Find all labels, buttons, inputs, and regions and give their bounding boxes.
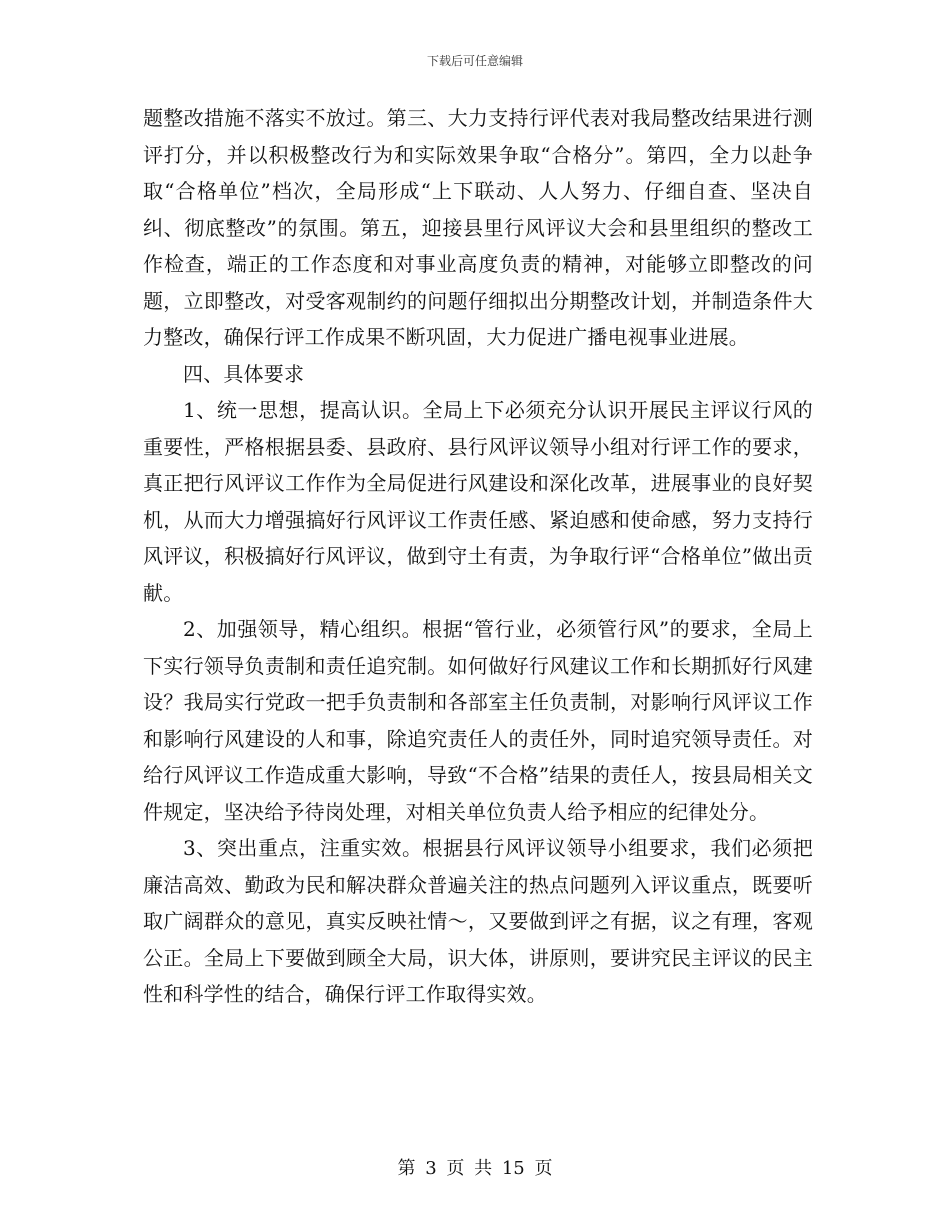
paragraph-requirement-1: 1、统一思想，提高认识。全局上下必须充分认识开展民主评议行风的重要性，严格根据县委、县政府、县行风评议领导小组对行评工作的要求，真正把行风评议工作作为全局促进行风建设和深化改革，进展事业的良好契机，从而大力增强搞好行风评议工作责任感、紧迫感和使命感，努力支持行风评议，积极搞好行风评议，做到守土有责，为争取行评“合格单位”做出贡献。 — [143, 398, 813, 605]
document-body — [143, 100, 813, 1013]
section-heading-requirements: 四、具体要求 — [183, 361, 305, 386]
page-number-footer: 第 3 页 共 15 页 — [397, 1158, 553, 1179]
paragraph-continuation: 题整改措施不落实不放过。第三、大力支持行评代表对我局整改结果进行测评打分，并以积极整改行为和实际效果争取“合格分”。第四，全力以赴争取“合格单位”档次，全局形成“上下联动、人人努力、仔细自查、坚决自纠、彻底整改”的氛围。第五，迎接县里行风评议大会和县里组织的整改工作检查，端正的工作态度和对事业高度负责的精神，对能够立即整改的问题，立即整改，对受客观制约的问题仔细拟出分期整改计划，并制造条件大力整改，确保行评工作成果不断巩固，大力促进广播电视事业进展。 — [143, 106, 813, 349]
paragraph-requirement-2: 2、加强领导，精心组织。根据“管行业，必须管行风”的要求，全局上下实行领导负责制和责任追究制。如何做好行风建议工作和长期抓好行风建设？我局实行党政一把手负责制和各部室主任负责制，对影响行风评议工作和影响行风建设的人和事，除追究责任人的责任外，同时追究领导责任。对给行风评议工作造成重大影响，导致“不合格”结果的责任人，按县局相关文件规定，坚决给予待岗处理，对相关单位负责人给予相应的纪律处分。 — [143, 617, 813, 824]
paragraph-requirement-3: 3、突出重点，注重实效。根据县行风评议领导小组要求，我们必须把廉洁高效、勤政为民和解决群众普遍关注的热点问题列入评议重点，既要听取广阔群众的意见，真实反映社情～，又要做到评之有据，议之有理，客观公正。全局上下要做到顾全大局，识大体，讲原则，要讲究民主评议的民主性和科学性的结合，确保行评工作取得实效。 — [143, 836, 813, 1006]
page-header-note: 下载后可任意编辑 — [426, 54, 523, 68]
